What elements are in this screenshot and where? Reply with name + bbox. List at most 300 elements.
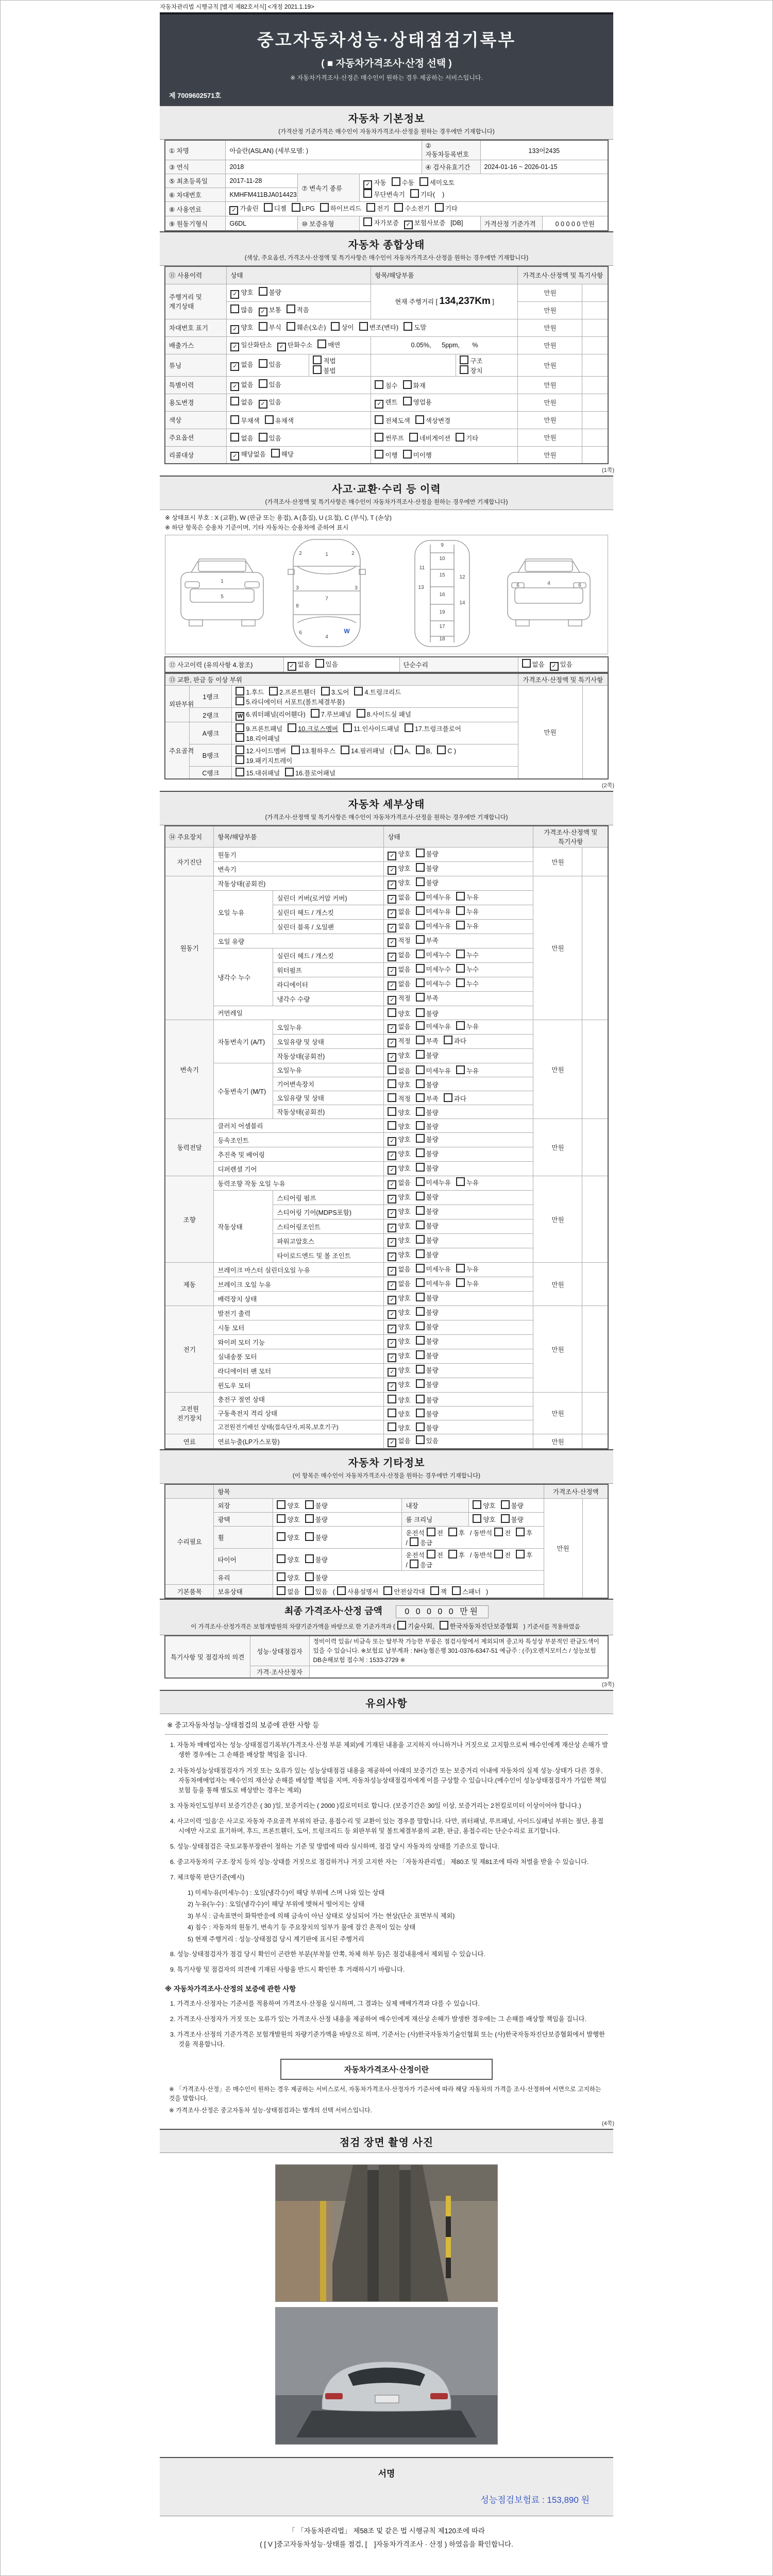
checkbox[interactable] (403, 450, 412, 459)
checkbox-option[interactable] (456, 1021, 479, 1031)
checkbox-option[interactable] (416, 1249, 439, 1259)
checkbox[interactable] (473, 1514, 481, 1523)
checkbox-option[interactable] (452, 1586, 481, 1596)
checkbox[interactable]: ✓ (388, 1252, 396, 1261)
checkbox[interactable] (456, 892, 465, 901)
checkbox-option[interactable] (416, 1395, 439, 1404)
checkbox[interactable] (343, 723, 352, 732)
checkbox[interactable] (456, 1278, 465, 1287)
checkbox-option[interactable] (550, 659, 573, 671)
checkbox[interactable] (259, 359, 267, 368)
checkbox[interactable]: ✓ (229, 206, 238, 215)
checkbox[interactable] (460, 365, 468, 374)
checkbox[interactable] (313, 355, 322, 364)
checkbox-option[interactable] (313, 365, 335, 375)
checkbox-option[interactable] (440, 1621, 518, 1631)
checkbox[interactable] (236, 687, 244, 696)
checkbox[interactable] (415, 415, 424, 424)
checkbox-option[interactable] (444, 1093, 466, 1103)
checkbox[interactable] (456, 1021, 465, 1030)
checkbox[interactable] (388, 1065, 396, 1074)
checkbox[interactable] (416, 1336, 425, 1345)
checkbox-option[interactable] (416, 1206, 439, 1216)
checkbox[interactable] (416, 1350, 425, 1359)
checkbox-option[interactable] (375, 450, 397, 460)
checkbox[interactable] (265, 415, 274, 424)
checkbox[interactable] (285, 768, 294, 776)
checkbox[interactable] (522, 659, 531, 668)
checkbox-option[interactable] (416, 993, 439, 1003)
checkbox[interactable] (375, 415, 383, 424)
checkbox-option[interactable] (305, 1554, 328, 1564)
checkbox-option[interactable] (388, 921, 410, 933)
checkbox-option[interactable] (416, 1093, 439, 1103)
checkbox-option[interactable] (236, 755, 292, 765)
checkbox-option[interactable] (230, 287, 253, 299)
checkbox-option[interactable] (388, 1178, 410, 1189)
checkbox[interactable] (366, 203, 375, 212)
checkbox[interactable] (416, 892, 425, 901)
checkbox-option[interactable] (230, 340, 272, 351)
checkbox-option[interactable] (416, 1107, 439, 1117)
checkbox-option[interactable] (259, 287, 281, 297)
checkbox-option[interactable] (405, 723, 461, 733)
checkbox-option[interactable] (388, 1395, 410, 1404)
checkbox-option[interactable] (388, 1149, 410, 1160)
checkbox[interactable] (403, 397, 412, 405)
checkbox-option[interactable] (419, 177, 455, 187)
checkbox-option[interactable] (236, 697, 344, 706)
checkbox[interactable] (236, 755, 244, 764)
checkbox-option[interactable] (366, 203, 389, 213)
checkbox[interactable] (416, 1008, 425, 1017)
checkbox[interactable] (416, 1293, 425, 1301)
checkbox[interactable]: ✓ (230, 382, 239, 391)
checkbox-option[interactable] (236, 687, 264, 697)
checkbox-option[interactable] (321, 687, 349, 697)
checkbox[interactable] (416, 745, 425, 754)
checkbox-option[interactable] (388, 936, 410, 947)
checkbox[interactable] (416, 863, 425, 872)
checkbox[interactable] (277, 1500, 285, 1509)
checkbox[interactable] (236, 768, 244, 776)
checkbox-option[interactable] (388, 1107, 410, 1117)
checkbox[interactable] (363, 217, 372, 226)
checkbox[interactable]: ✓ (388, 1267, 396, 1276)
checkbox-option[interactable] (305, 1514, 328, 1524)
checkbox-option[interactable] (456, 433, 478, 443)
checkbox[interactable] (317, 340, 326, 348)
checkbox[interactable] (305, 1500, 314, 1509)
checkbox-option[interactable] (277, 1586, 299, 1596)
checkbox-option[interactable] (388, 1134, 410, 1146)
checkbox[interactable] (437, 745, 446, 754)
checkbox[interactable]: ✓ (550, 662, 559, 671)
checkbox-option[interactable] (341, 745, 385, 755)
checkbox[interactable]: ✓ (388, 1310, 396, 1319)
checkbox[interactable] (427, 1528, 435, 1536)
checkbox-option[interactable] (236, 733, 280, 743)
checkbox[interactable] (363, 189, 372, 198)
checkbox[interactable] (271, 449, 280, 457)
checkbox-option[interactable] (416, 1192, 439, 1201)
checkbox[interactable]: ✓ (388, 1209, 396, 1218)
checkbox-option[interactable] (416, 1177, 451, 1187)
checkbox[interactable]: ✓ (388, 909, 396, 918)
checkbox[interactable] (230, 433, 239, 442)
checkbox-option[interactable] (427, 1528, 443, 1537)
checkbox-option[interactable] (416, 1264, 451, 1274)
checkbox-option[interactable] (416, 1008, 439, 1018)
checkbox-option[interactable] (287, 322, 326, 332)
checkbox[interactable] (416, 1278, 425, 1287)
checkbox-option[interactable] (394, 203, 429, 213)
checkbox-option[interactable] (416, 950, 451, 959)
checkbox-option[interactable] (230, 304, 253, 314)
checkbox-option[interactable] (388, 1351, 410, 1362)
checkbox-option[interactable] (435, 203, 458, 213)
checkbox-option[interactable] (388, 1365, 410, 1377)
checkbox-option[interactable] (388, 892, 410, 904)
checkbox[interactable] (388, 1008, 396, 1017)
checkbox[interactable] (388, 1079, 396, 1088)
checkbox[interactable] (501, 1500, 510, 1509)
checkbox[interactable] (427, 1550, 435, 1558)
checkbox-option[interactable] (288, 723, 338, 733)
checkbox-option[interactable] (388, 1065, 410, 1075)
checkbox-option[interactable] (363, 178, 386, 189)
checkbox-option[interactable] (236, 745, 286, 755)
checkbox[interactable]: ✓ (388, 1224, 396, 1232)
checkbox[interactable] (473, 1500, 481, 1509)
checkbox-option[interactable] (501, 1500, 524, 1510)
checkbox[interactable] (416, 964, 425, 973)
checkbox-option[interactable] (404, 322, 426, 332)
checkbox[interactable] (375, 433, 383, 442)
checkbox-option[interactable] (259, 305, 281, 316)
checkbox-option[interactable] (460, 355, 482, 365)
checkbox-option[interactable] (416, 1278, 451, 1288)
checkbox[interactable] (404, 322, 412, 331)
checkbox-option[interactable] (403, 380, 426, 390)
checkbox[interactable] (337, 1586, 346, 1595)
checkbox[interactable] (416, 1235, 425, 1244)
checkbox[interactable] (416, 950, 425, 958)
checkbox[interactable]: ✓ (388, 938, 396, 947)
checkbox[interactable] (416, 1036, 425, 1044)
checkbox[interactable] (416, 1221, 425, 1229)
checkbox[interactable]: ✓ (388, 1353, 396, 1362)
checkbox-option[interactable] (394, 745, 411, 755)
checkbox-option[interactable] (388, 1250, 410, 1261)
checkbox-option[interactable] (271, 449, 294, 459)
checkbox[interactable] (416, 1079, 425, 1088)
checkbox-option[interactable] (388, 1422, 410, 1432)
checkbox[interactable]: ✓ (388, 1339, 396, 1348)
checkbox-option[interactable] (288, 659, 310, 671)
checkbox[interactable] (456, 1177, 465, 1186)
checkbox-option[interactable] (388, 950, 410, 961)
checkbox-option[interactable] (236, 768, 280, 777)
checkbox-option[interactable] (460, 365, 482, 375)
checkbox[interactable]: W (236, 712, 244, 721)
checkbox[interactable] (277, 1514, 285, 1523)
checkbox-option[interactable] (416, 1336, 439, 1346)
checkbox-option[interactable] (416, 921, 451, 930)
checkbox[interactable]: ✓ (388, 996, 396, 1005)
checkbox[interactable] (410, 1537, 418, 1546)
checkbox-option[interactable] (259, 379, 281, 389)
checkbox-option[interactable] (259, 359, 281, 369)
checkbox[interactable]: ✓ (388, 1024, 396, 1033)
checkbox[interactable]: ✓ (388, 1180, 396, 1189)
checkbox-option[interactable] (456, 892, 479, 902)
checkbox-option[interactable] (416, 1221, 439, 1230)
checkbox[interactable] (259, 322, 267, 331)
checkbox-option[interactable] (305, 1586, 328, 1596)
checkbox[interactable] (416, 1395, 425, 1403)
checkbox-option[interactable] (456, 921, 479, 930)
checkbox-option[interactable] (416, 1307, 439, 1317)
checkbox[interactable] (444, 1093, 452, 1102)
checkbox[interactable]: ✓ (388, 1438, 396, 1447)
checkbox-option[interactable] (277, 1532, 299, 1542)
checkbox-option[interactable] (375, 380, 397, 390)
checkbox-option[interactable] (388, 1380, 410, 1391)
checkbox[interactable] (277, 1572, 285, 1581)
checkbox-option[interactable] (392, 177, 414, 187)
checkbox[interactable]: ✓ (388, 981, 396, 990)
checkbox-option[interactable] (416, 1148, 439, 1158)
checkbox[interactable] (416, 1365, 425, 1374)
checkbox[interactable] (288, 723, 296, 732)
checkbox[interactable] (403, 380, 412, 389)
checkbox-option[interactable] (501, 1514, 524, 1524)
checkbox[interactable] (430, 1586, 439, 1595)
checkbox[interactable] (264, 203, 273, 212)
checkbox[interactable] (416, 978, 425, 987)
checkbox-option[interactable] (416, 935, 439, 945)
checkbox[interactable] (305, 1514, 314, 1523)
checkbox-option[interactable] (388, 993, 410, 1005)
checkbox[interactable]: ✓ (259, 400, 267, 409)
checkbox[interactable] (416, 1065, 425, 1074)
checkbox-option[interactable] (383, 1586, 425, 1596)
checkbox[interactable] (236, 733, 244, 742)
checkbox[interactable] (305, 1586, 314, 1595)
checkbox-option[interactable] (343, 723, 399, 733)
checkbox-option[interactable] (277, 1514, 299, 1524)
checkbox[interactable] (456, 906, 465, 915)
checkbox-option[interactable] (416, 877, 439, 887)
checkbox[interactable] (456, 1065, 465, 1074)
checkbox[interactable] (236, 697, 244, 705)
checkbox-option[interactable] (285, 768, 335, 777)
checkbox[interactable] (394, 745, 403, 754)
checkbox[interactable] (416, 1379, 425, 1388)
checkbox-option[interactable] (416, 863, 439, 873)
checkbox[interactable] (331, 322, 340, 331)
checkbox-option[interactable] (363, 217, 398, 227)
checkbox[interactable] (292, 203, 300, 212)
checkbox[interactable] (236, 723, 244, 732)
checkbox-option[interactable] (230, 449, 265, 461)
checkbox[interactable] (259, 433, 267, 442)
checkbox-option[interactable] (388, 1050, 410, 1062)
checkbox-option[interactable] (416, 1050, 439, 1060)
checkbox-option[interactable] (292, 203, 315, 212)
checkbox-option[interactable] (305, 1500, 328, 1510)
checkbox-option[interactable] (388, 1008, 410, 1018)
checkbox-option[interactable] (230, 380, 253, 391)
checkbox[interactable] (230, 304, 239, 313)
checkbox-option[interactable] (416, 906, 451, 916)
checkbox-option[interactable] (230, 433, 253, 443)
checkbox[interactable]: ✓ (388, 1137, 396, 1146)
checkbox-option[interactable] (415, 415, 450, 425)
checkbox[interactable]: ✓ (388, 1368, 396, 1377)
checkbox[interactable] (416, 1249, 425, 1258)
checkbox-option[interactable] (522, 659, 545, 669)
checkbox[interactable]: ✓ (388, 1195, 396, 1204)
checkbox-option[interactable] (404, 218, 445, 229)
checkbox-option[interactable] (403, 450, 432, 460)
checkbox[interactable] (269, 687, 278, 696)
checkbox[interactable]: ✓ (388, 1039, 396, 1047)
checkbox[interactable]: ✓ (363, 180, 372, 189)
checkbox-option[interactable] (388, 1336, 410, 1348)
checkbox[interactable] (321, 687, 330, 696)
checkbox[interactable]: ✓ (230, 343, 239, 351)
checkbox-option[interactable] (357, 709, 411, 719)
checkbox[interactable] (259, 379, 267, 388)
checkbox-option[interactable] (236, 723, 282, 733)
checkbox-option[interactable] (416, 1121, 439, 1131)
checkbox[interactable]: ✓ (388, 967, 396, 976)
checkbox-option[interactable] (448, 1528, 465, 1537)
checkbox-option[interactable] (259, 322, 281, 332)
checkbox-option[interactable] (388, 1221, 410, 1232)
checkbox[interactable] (388, 1422, 396, 1431)
checkbox[interactable] (305, 1532, 314, 1541)
checkbox-option[interactable] (430, 1586, 447, 1596)
checkbox[interactable]: ✓ (388, 895, 396, 904)
checkbox[interactable]: ✓ (388, 1151, 396, 1160)
checkbox[interactable]: ✓ (388, 1382, 396, 1391)
checkbox[interactable] (357, 709, 365, 718)
checkbox[interactable] (516, 1528, 525, 1536)
checkbox-option[interactable] (410, 1537, 432, 1547)
checkbox-option[interactable] (291, 745, 335, 755)
checkbox-option[interactable] (388, 907, 410, 918)
checkbox[interactable] (405, 723, 413, 732)
checkbox[interactable] (501, 1514, 510, 1523)
checkbox[interactable] (315, 659, 324, 668)
checkbox[interactable] (416, 877, 425, 886)
checkbox-option[interactable] (230, 415, 259, 425)
checkbox-option[interactable] (311, 709, 351, 719)
checkbox-option[interactable] (409, 433, 450, 443)
checkbox[interactable] (456, 921, 465, 929)
checkbox[interactable] (230, 397, 239, 405)
checkbox[interactable] (416, 935, 425, 944)
checkbox-option[interactable] (437, 745, 456, 755)
checkbox[interactable] (287, 304, 295, 313)
checkbox-option[interactable] (473, 1514, 495, 1524)
checkbox-option[interactable] (456, 1264, 479, 1274)
checkbox-option[interactable] (259, 433, 281, 443)
checkbox-option[interactable] (388, 1279, 410, 1290)
checkbox[interactable] (416, 1192, 425, 1200)
checkbox-option[interactable] (448, 1550, 465, 1560)
checkbox-option[interactable] (236, 709, 305, 721)
checkbox-option[interactable] (456, 978, 479, 988)
checkbox[interactable] (230, 415, 239, 424)
checkbox[interactable] (416, 993, 425, 1002)
checkbox[interactable] (416, 1321, 425, 1330)
checkbox-option[interactable] (416, 978, 451, 988)
checkbox[interactable]: ✓ (388, 924, 396, 933)
checkbox-option[interactable] (403, 397, 432, 406)
checkbox[interactable] (416, 921, 425, 929)
checkbox[interactable] (448, 1528, 457, 1536)
checkbox[interactable] (375, 380, 383, 389)
checkbox[interactable]: ✓ (288, 662, 296, 671)
checkbox[interactable] (416, 1206, 425, 1215)
checkbox[interactable] (435, 203, 444, 212)
checkbox[interactable] (305, 1572, 314, 1581)
checkbox[interactable] (416, 1264, 425, 1273)
checkbox-option[interactable] (313, 355, 335, 365)
checkbox[interactable] (291, 745, 300, 754)
checkbox[interactable] (354, 687, 363, 696)
checkbox[interactable] (448, 1550, 457, 1558)
checkbox[interactable] (388, 1395, 396, 1403)
checkbox-option[interactable] (388, 1308, 410, 1319)
checkbox[interactable] (416, 1422, 425, 1431)
checkbox[interactable]: ✓ (277, 343, 286, 351)
checkbox-option[interactable] (305, 1572, 328, 1582)
checkbox[interactable] (416, 849, 425, 857)
checkbox-option[interactable] (473, 1500, 495, 1510)
checkbox-option[interactable] (416, 1422, 439, 1432)
checkbox[interactable] (516, 1550, 525, 1558)
checkbox-option[interactable] (388, 849, 410, 860)
checkbox-option[interactable] (388, 1093, 410, 1103)
checkbox-option[interactable] (416, 1350, 439, 1360)
checkbox[interactable]: ✓ (230, 452, 239, 461)
checkbox-option[interactable] (416, 1435, 439, 1445)
checkbox[interactable] (392, 177, 400, 186)
checkbox-option[interactable] (388, 964, 410, 976)
checkbox[interactable] (416, 1134, 425, 1143)
checkbox[interactable] (456, 950, 465, 958)
checkbox[interactable] (440, 1621, 448, 1630)
checkbox[interactable] (277, 1586, 285, 1595)
checkbox[interactable] (277, 1554, 285, 1563)
checkbox-option[interactable] (277, 1572, 299, 1582)
checkbox-option[interactable] (416, 1235, 439, 1245)
checkbox[interactable] (236, 745, 244, 754)
checkbox[interactable]: ✓ (259, 308, 267, 316)
checkbox-option[interactable] (388, 1264, 410, 1276)
checkbox[interactable] (305, 1554, 314, 1563)
checkbox[interactable] (311, 709, 320, 718)
checkbox[interactable] (494, 1528, 503, 1536)
checkbox-option[interactable] (416, 1409, 439, 1418)
checkbox-option[interactable] (277, 340, 312, 351)
checkbox[interactable] (388, 1107, 396, 1116)
